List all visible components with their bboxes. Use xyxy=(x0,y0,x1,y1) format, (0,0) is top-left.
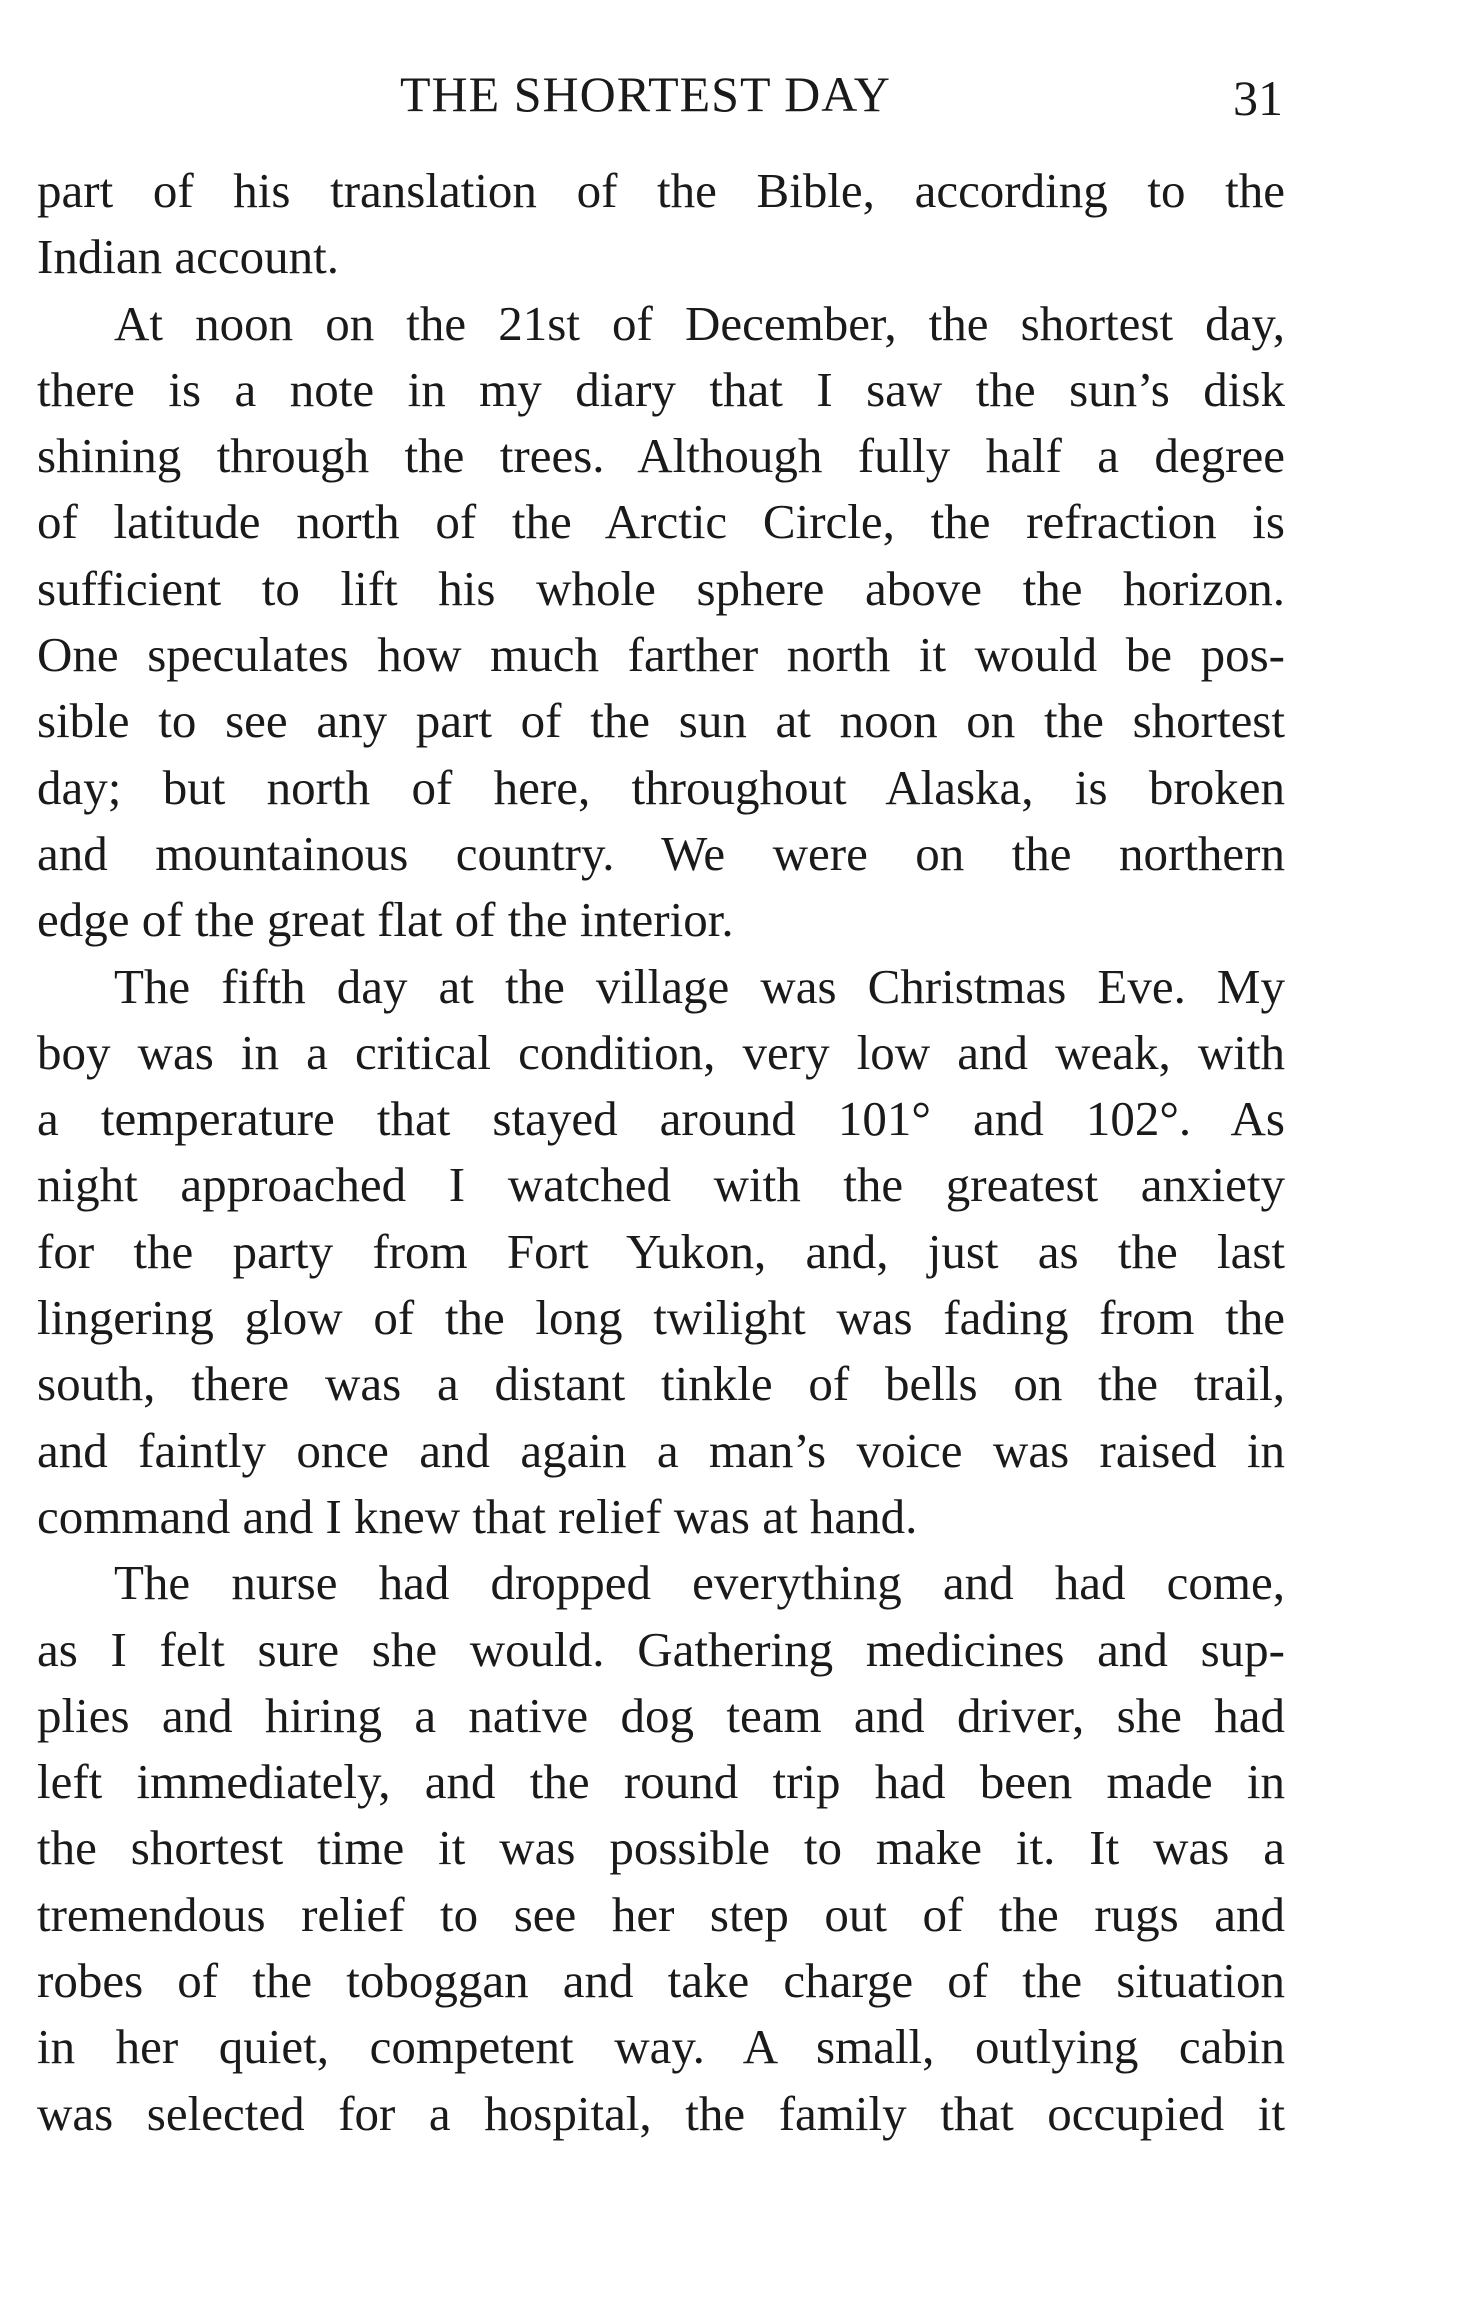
text-line: the shortest time it was possible to make it. It was a xyxy=(37,1820,1285,1876)
text-line: One speculates how much farther north it would be pos- xyxy=(37,627,1285,683)
text-line: edge of the great flat of the interior. xyxy=(37,892,734,948)
text-line: was selected for a hospital, the family that occupied it xyxy=(37,2085,1285,2141)
text-line: Indian account. xyxy=(37,229,340,285)
text-line: boy was in a critical condition, very low and weak, with xyxy=(37,1024,1285,1080)
page-number: 31 xyxy=(1233,70,1283,126)
text-line: there is a note in my diary that I saw the sun’s disk xyxy=(37,361,1285,417)
body-text xyxy=(37,158,1285,2147)
text-line: for the party from Fort Yukon, and, just as the last xyxy=(37,1223,1285,1279)
text-line: a temperature that stayed around 101° and 102°. As xyxy=(37,1091,1285,1147)
text-line: and faintly once and again a man’s voice was raised in xyxy=(37,1422,1285,1478)
text-line: command and I knew that relief was at hand. xyxy=(37,1488,918,1544)
text-line: lingering glow of the long twilight was fading from the xyxy=(37,1290,1285,1346)
text-line: as I felt sure she would. Gathering medicines and sup- xyxy=(37,1621,1285,1677)
text-line: left immediately, and the round trip had been made in xyxy=(37,1754,1285,1810)
text-line: plies and hiring a native dog team and driver, she had xyxy=(37,1687,1285,1743)
paragraph xyxy=(37,158,1285,291)
text-line: south, there was a distant tinkle of bells on the trail, xyxy=(37,1356,1285,1412)
text-line: and mountainous country. We were on the northern xyxy=(37,825,1285,881)
running-title: THE SHORTEST DAY xyxy=(400,66,891,122)
text-line: The fifth day at the village was Christmas Eve. My xyxy=(114,958,1285,1014)
text-line: day; but north of here, throughout Alaska, is broken xyxy=(37,759,1285,815)
text-line: At noon on the 21st of December, the shortest day, xyxy=(114,295,1285,351)
text-line: sible to see any part of the sun at noon on the shortest xyxy=(37,693,1285,749)
text-line: tremendous relief to see her step out of the rugs and xyxy=(37,1886,1285,1942)
text-line: robes of the toboggan and take charge of the situation xyxy=(37,1953,1285,2009)
text-line: shining through the trees. Although fully half a degree xyxy=(37,428,1285,484)
paragraph xyxy=(37,1550,1285,2147)
text-line: night approached I watched with the greatest anxiety xyxy=(37,1157,1285,1213)
text-line: in her quiet, competent way. A small, outlying cabin xyxy=(37,2019,1285,2075)
text-line: The nurse had dropped everything and had come, xyxy=(114,1555,1285,1611)
text-line: of latitude north of the Arctic Circle, the refraction is xyxy=(37,494,1285,550)
paragraph xyxy=(37,291,1285,954)
paragraph xyxy=(37,954,1285,1551)
running-head xyxy=(0,64,1472,124)
text-line: sufficient to lift his whole sphere above the horizon. xyxy=(37,560,1285,616)
text-line: part of his translation of the Bible, according to the xyxy=(37,163,1285,218)
